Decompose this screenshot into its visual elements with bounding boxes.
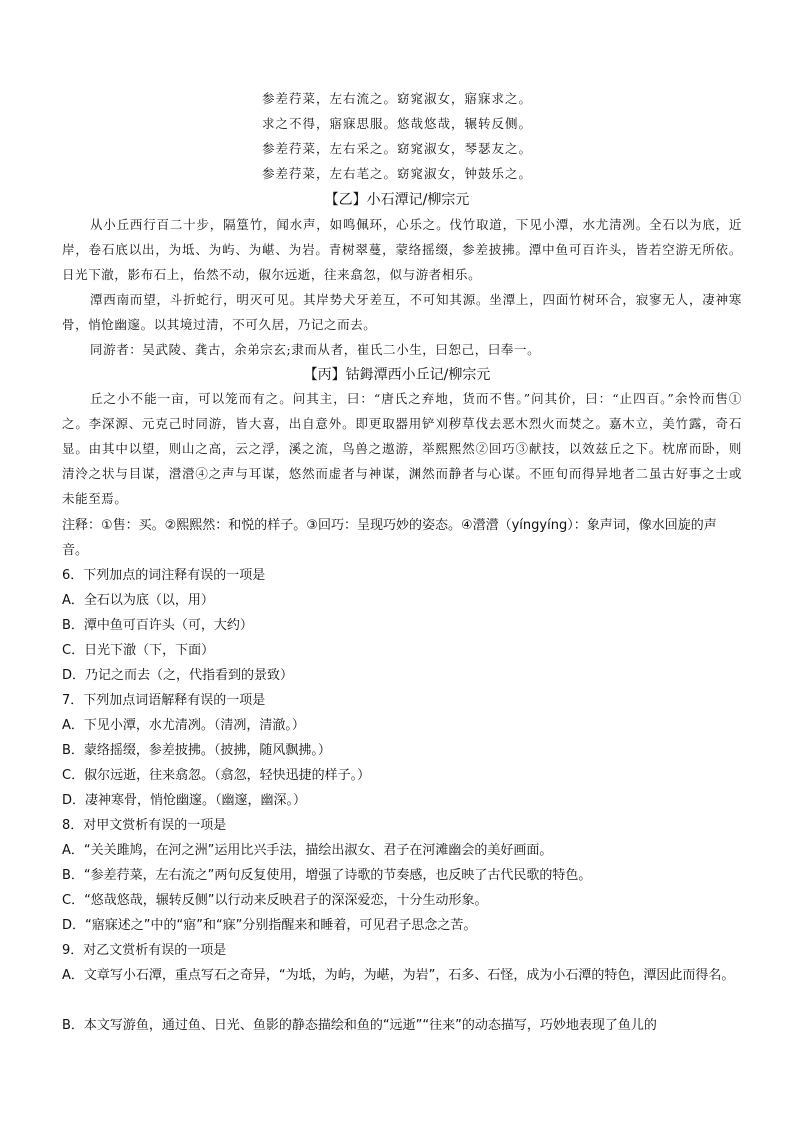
poem-line: 参差荇菜，左右采之。窈窕淑女，琴瑟友之。	[261, 141, 532, 156]
passage-bing-title: 【丙】钴鉧潭西小丘记/柳宗元	[303, 367, 491, 383]
question-9-option-a: A．文章写小石潭，重点写石之奇异，“为坻，为屿，为嵁，为岩”，石多、石怪，成为小石潭的特色，潭因此而得名。	[62, 968, 735, 983]
question-9-option-b: B．本文写游鱼，通过鱼、日光、鱼影的静态描绘和鱼的“远逝”“往来”的动态描写，巧妙地表现了鱼儿的	[62, 1018, 657, 1033]
question-7-option-c: C．俶尔远逝，往来翕忽。（翕忽，轻快迅捷的样子。）	[62, 768, 371, 783]
passage-yi-paragraph-2: 潭西南而望，斗折蛇行，明灭可见。其岸势犬牙差互，不可知其源。坐潭上，四面竹树环合，寂寥无人，凄神寒骨，悄怆幽邃。以其境过清，不可久居，乃记之而去。	[62, 292, 742, 332]
question-8-option-b: B．“参差荇菜，左右流之”两句反复使用，增强了诗歌的节奏感，也反映了古代民歌的特色。	[62, 868, 592, 883]
annotation-notes: 注释：①售：买。②熙熙然：和悦的样子。③回巧：呈现巧妙的姿态。④瀯瀯（yíngyíng）：象声词，像水回旋的声音。	[62, 518, 717, 558]
question-9-stem: 9．对乙文赏析有误的一项是	[62, 943, 227, 958]
question-6-stem: 6．下列加点的词注释有误的一项是	[62, 568, 266, 583]
question-8-stem: 8．对甲文赏析有误的一项是	[62, 818, 227, 833]
question-6-option-c: C．日光下澈（下，下面）	[62, 643, 215, 658]
passage-yi-paragraph-3: 同游者：吴武陵、龚古，余弟宗玄;隶而从者，崔氏二小生，曰恕己，曰奉一。	[90, 342, 541, 357]
poem-line: 参差荇菜，左右流之。窈窕淑女，寤寐求之。	[261, 91, 532, 106]
question-7-option-a: A．下见小潭，水尤清冽。（清冽，清澈。）	[62, 718, 305, 733]
question-8-option-a: A．“关关雎鸠，在河之洲”运用比兴手法，描绘出淑女、君子在河滩幽会的美好画面。	[62, 843, 553, 858]
question-7-option-d: D．凄神寒骨，悄怆幽邃。（幽邃，幽深。）	[62, 793, 307, 808]
question-6-option-b: B．潭中鱼可百许头（可，大约）	[62, 618, 253, 633]
question-7-option-b: B．蒙络摇缀，参差披拂。（披拂，随风飘拂。）	[62, 743, 331, 758]
poem-line: 求之不得，寤寐思服。悠哉悠哉，辗转反侧。	[261, 116, 532, 131]
poem-line: 参差荇菜，左右芼之。窈窕淑女，钟鼓乐之。	[261, 166, 532, 181]
question-6-option-a: A．全石以为底（以，用）	[62, 593, 214, 608]
passage-yi-paragraph-1: 从小丘西行百二十步，隔篁竹，闻水声，如鸣佩环，心乐之。伐竹取道，下见小潭，水尤清冽。全石以为底，近岸，卷石底以出，为坻、为屿、为嵁、为岩。青树翠蔓，蒙络摇缀，参差披拂。潭中鱼可百许头，皆若空游无所依。日光下澈，影布石上，佁然不动，俶尔远逝，往来翕忽，似与游者相乐。	[62, 217, 742, 282]
question-7-stem: 7．下列加点词语解释有误的一项是	[62, 693, 266, 708]
passage-bing-paragraph: 丘之小不能一亩，可以笼而有之。问其主，曰：“唐氏之弃地，货而不售。”问其价，曰：“止四百。”余怜而售①之。李深源、元克己时同游，皆大喜，出自意外。即更取器用铲刈秽草伐去恶木烈火而焚之。嘉木立，美竹露，奇石显。由其中以望，则山之高，云之浮，溪之流，鸟兽之遨游，举熙熙然②回巧③献技，以效兹丘之下。枕席而卧，则清泠之状与目谋，瀯瀯④之声与耳谋，悠然而虚者与神谋，渊然而静者与心谋。不匝旬而得异地者二虽古好事之士或未能至焉。	[62, 391, 742, 506]
question-8-option-d: D．“寤寐述之”中的“寤”和“寐”分别指醒来和睡着，可见君子思念之苦。	[62, 918, 477, 933]
passage-yi-title: 【乙】小石潭记/柳宗元	[324, 192, 470, 208]
question-6-option-d: D．乃记之而去（之，代指看到的景致）	[62, 668, 294, 683]
question-8-option-c: C．“悠哉悠哉，辗转反侧”以行动来反映君子的深深爱恋，十分生动形象。	[62, 893, 488, 908]
